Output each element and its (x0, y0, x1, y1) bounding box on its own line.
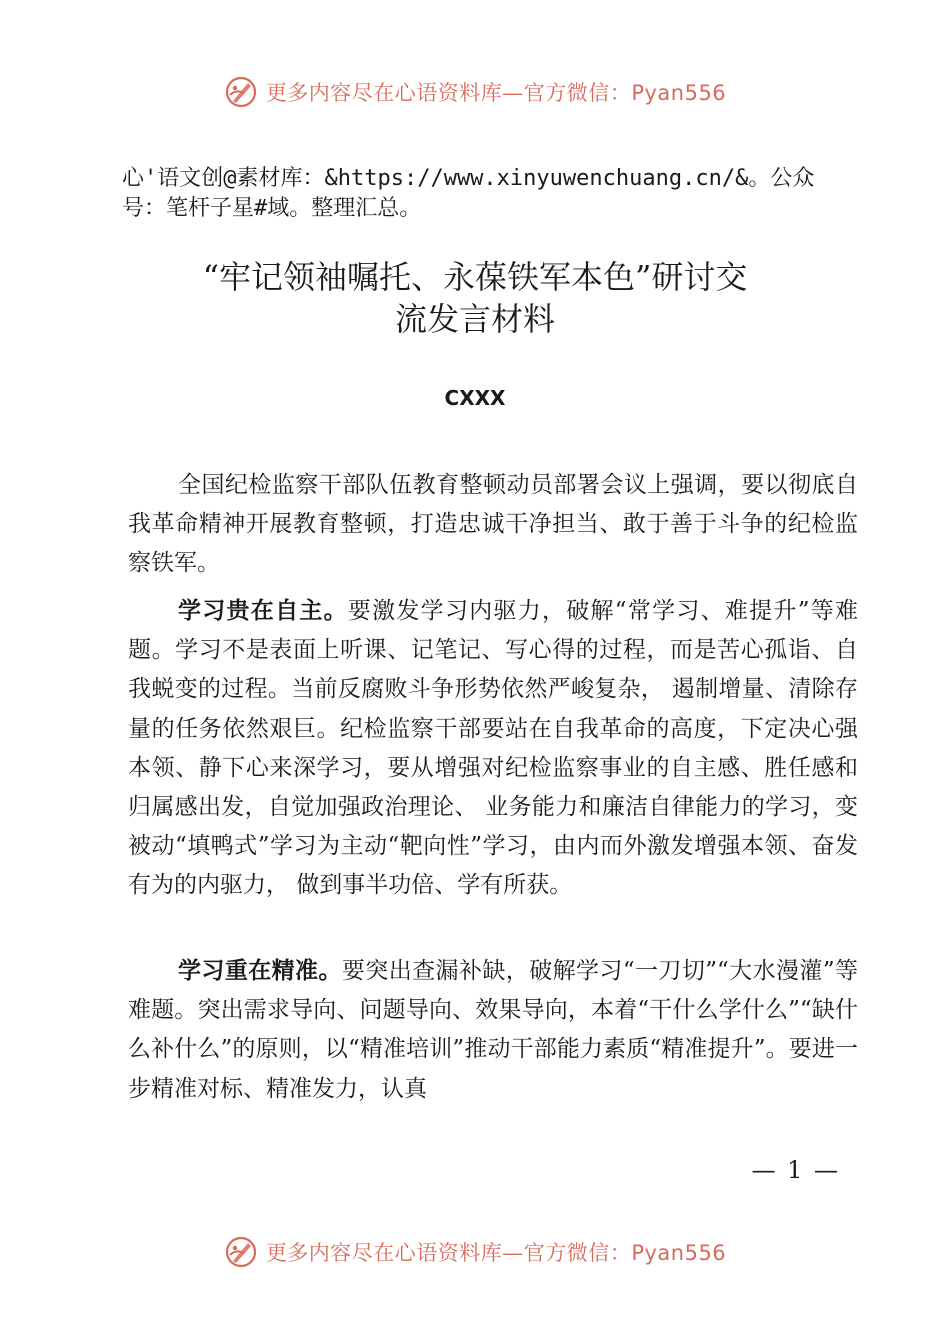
paragraph-study-precision (128, 952, 858, 1109)
title-line-2: 流发言材料 (394, 300, 555, 338)
paragraph-body-precision: 要突出查漏补缺，破解学习“一刀切”“大水漫灌”等难题。突出需求导向、问题导向、效果导向，本着“干什么学什么”“缺什么补什么”的原则，以“精准培训”推动干部能力素质“精准提升”。要进一步精准对标、精准发力，认真 (128, 958, 858, 1102)
banner-text-cn: 更多内容尽在心语资料库—官方微信： (265, 1241, 632, 1265)
header-banner (0, 72, 950, 112)
paragraph-intro (128, 466, 858, 584)
page-number: — 1 — (751, 1156, 840, 1184)
paragraph-study-autonomy (128, 592, 858, 906)
document-title (100, 256, 850, 340)
paragraph-body-autonomy: 要激发学习内驱力，破解“常学习、难提升”等难题。学习不是表面上听课、记笔记、写心得的过程，而是苦心孤诣、自我蜕变的过程。当前反腐败斗争形势依然严峻复杂， 遏制增量、清除存量的任务依然艰巨。纪检监察干部要站在自我革命的高度，下定决心强本领、静下心来深学习，要从增强对纪检监察事业的自主感、胜任感和归属感出发，自觉加强政治理论、 业务能力和廉洁自律能力的学习，变被动“填鸭式”学习为主动“靶向性”学习，由内而外激发增强本领、奋发有为的内驱力， 做到事半功倍、学有所获。 (128, 598, 858, 899)
banner-text (266, 77, 726, 107)
banner-wechat-id: Pyan556 (631, 1241, 727, 1265)
paragraph-intro-text: 全国纪检监察干部队伍教育整顿动员部署会议上强调，要以彻底自我革命精神开展教育整顿，打造忠诚干净担当、敢于善于斗争的纪检监察铁军。 (128, 472, 858, 577)
author-name: CXXX (444, 386, 506, 410)
source-note: 心'语文创@素材库：&https://www.xinyuwenchuang.cn/&。公众号：笔杆子星#域。整理汇总。 (122, 166, 815, 221)
quill-logo-icon (224, 75, 258, 109)
paragraph-lead-precision: 学习重在精准。 (178, 958, 342, 984)
banner-text (266, 1237, 726, 1267)
paragraph-lead-autonomy: 学习贵在自主。 (178, 598, 348, 624)
banner-wechat-id: Pyan556 (631, 81, 727, 105)
quill-logo-icon (224, 1235, 258, 1269)
banner-text-cn: 更多内容尽在心语资料库—官方微信： (265, 81, 632, 105)
footer-banner (0, 1232, 950, 1272)
title-line-1: “牢记领袖嘱托、永葆铁军本色”研讨交 (202, 258, 748, 296)
